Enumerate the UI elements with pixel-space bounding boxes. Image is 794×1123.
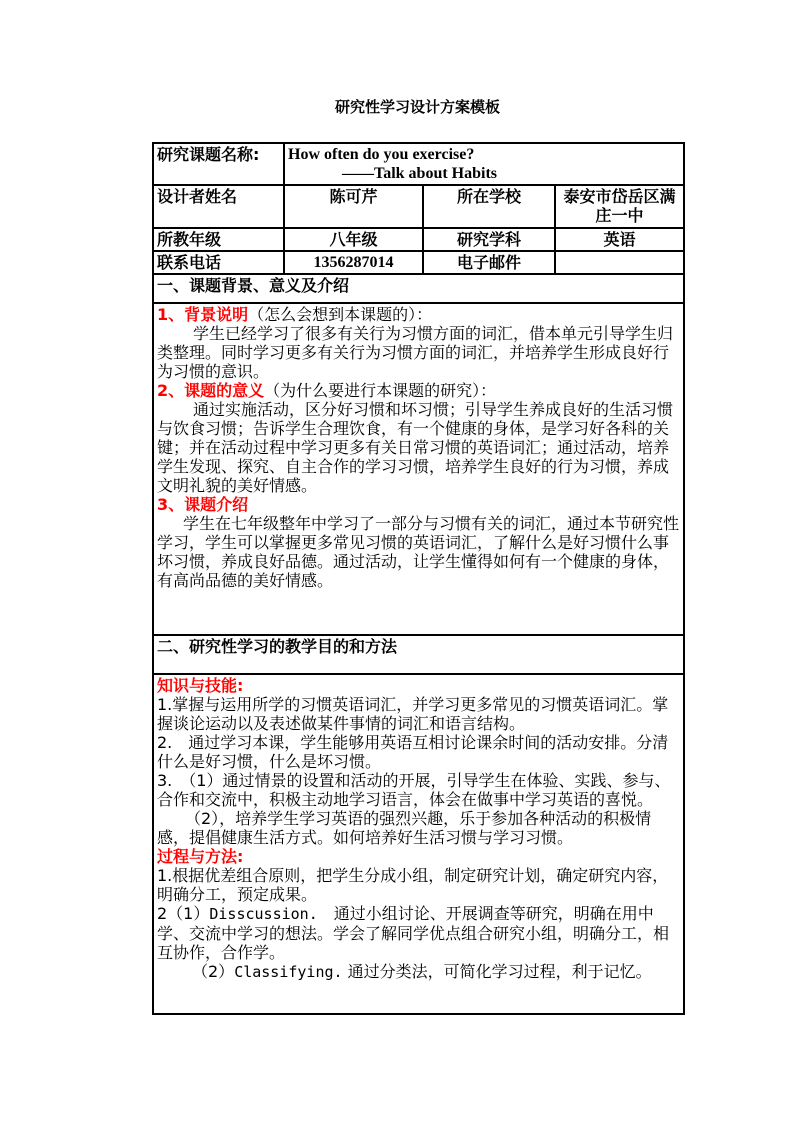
subject-label: 研究学科 bbox=[423, 228, 555, 251]
section-1-content bbox=[153, 303, 684, 635]
process-method-heading-red: 过程与方法: bbox=[157, 847, 244, 866]
phone-label: 联系电话 bbox=[153, 251, 284, 274]
email-label: 电子邮件 bbox=[423, 251, 555, 274]
knowledge-item-4: （2），培养学生学习英语的强烈兴趣，乐于参加各种活动的积极情感，提倡健康生活方式。如何培养好生活习惯与学习习惯。 bbox=[157, 809, 652, 847]
subject-value: 英语 bbox=[555, 228, 684, 251]
designer-label: 设计者姓名 bbox=[153, 185, 284, 228]
background-heading-note: （怎么会想到本课题的）： bbox=[248, 305, 433, 324]
phone-value: 1356287014 bbox=[284, 251, 423, 274]
grade-label: 所教年级 bbox=[153, 228, 284, 251]
table-row bbox=[153, 228, 684, 251]
significance-heading bbox=[157, 381, 680, 400]
topic-label: 研究课题名称: bbox=[153, 143, 284, 185]
section-2-content bbox=[153, 674, 684, 1014]
email-value bbox=[555, 251, 684, 274]
knowledge-skills-heading bbox=[157, 676, 680, 695]
table-row bbox=[153, 635, 684, 674]
table-row bbox=[153, 674, 684, 1014]
background-heading bbox=[157, 305, 680, 324]
table-row bbox=[153, 274, 684, 303]
introduction-paragraph: 学生在七年级整年中学习了一部分与习惯有关的词汇，通过本节研究性学习，学生可以掌握更多常见习惯的英语词汇，了解什么是好习惯什么事坏习惯，养成良好品德。通过活动，让学生懂得如何有一个健康的身体，有高尚品德的美好情感。 bbox=[157, 514, 680, 590]
table-row bbox=[153, 185, 684, 228]
introduction-heading bbox=[157, 495, 680, 514]
table-row bbox=[153, 143, 684, 185]
table-row bbox=[153, 251, 684, 274]
process-item-3-number: （2） bbox=[192, 962, 235, 981]
process-item-3 bbox=[157, 962, 680, 982]
significance-heading-note: （为什么要进行本课题的研究）： bbox=[264, 381, 497, 400]
section-1-heading: 一、课题背景、意义及介绍 bbox=[153, 274, 684, 303]
page-title: 研究性学习设计方案模板 bbox=[334, 98, 500, 116]
process-item-3-text: 通过分类法，可简化学习过程，利于记忆。 bbox=[342, 962, 652, 981]
school-label: 所在学校 bbox=[423, 185, 555, 228]
background-paragraph: 学生已经学习了很多有关行为习惯方面的词汇，借本单元引导学生归类整理。同时学习更多有关行为习惯方面的词汇，并培养学生形成良好行为习惯的意识。 bbox=[157, 324, 674, 381]
topic-title-en: How often do you exercise? bbox=[288, 146, 475, 163]
knowledge-item-1: 1.掌握与运用所学的习惯英语词汇，并学习更多常见的习惯英语词汇。掌握谈论运动以及表述做某件事情的词汇和语言结构。 bbox=[157, 695, 669, 733]
designer-value: 陈可芹 bbox=[284, 185, 423, 228]
process-item-2-text: 通过小组讨论、开展调查等研究，明确在用中学、交流中学习的想法。学会了解同学优点组合研究小组，明确分工，相互协作，合作学。 bbox=[157, 904, 670, 962]
process-item-2 bbox=[157, 904, 680, 962]
topic-subtitle-en: ——Talk about Habits bbox=[342, 165, 498, 182]
introduction-heading-red: 3、课题介绍 bbox=[157, 495, 249, 514]
knowledge-skills-heading-red: 知识与技能: bbox=[157, 676, 244, 695]
significance-paragraph: 通过实施活动，区分好习惯和坏习惯；引导学生养成良好的生活习惯与饮食习惯；告诉学生合理饮食，有一个健康的身体，是学习好各科的关键；并在活动过程中学习更多有关日常习惯的英语词汇；通过活动，培养学生发现、探究、自主合作的学习习惯，培养学生良好的行为习惯，养成文明礼貌的美好情感。 bbox=[157, 400, 674, 495]
process-item-2-number: 2（1） bbox=[157, 904, 210, 923]
document-body bbox=[152, 96, 683, 1015]
grade-value: 八年级 bbox=[284, 228, 423, 251]
process-item-1: 1.根据优差组合原则，把学生分成小组，制定研究计划，确定研究内容，明确分工，预定成果。 bbox=[157, 866, 669, 904]
research-plan-table bbox=[152, 142, 685, 1015]
knowledge-item-2: 2. 通过学习本课，学生能够用英语互相讨论课余时间的活动安排。分清什么是好习惯，什么是坏习惯。 bbox=[157, 733, 669, 771]
process-method-heading bbox=[157, 847, 680, 866]
table-row bbox=[153, 303, 684, 635]
section-2-heading: 二、研究性学习的教学目的和方法 bbox=[153, 635, 684, 674]
topic-value-cell bbox=[284, 143, 684, 185]
significance-heading-red: 2、课题的意义 bbox=[157, 381, 265, 400]
process-item-3-english: Classifying. bbox=[234, 963, 343, 981]
background-heading-red: 1、背景说明 bbox=[157, 305, 249, 324]
knowledge-item-3: 3. （1）通过情景的设置和活动的开展，引导学生在体验、实践、参与、合作和交流中，积极主动地学习语言，体会在做事中学习英语的喜悦。 bbox=[157, 771, 671, 809]
process-item-2-english: Disscussion. bbox=[209, 905, 318, 923]
school-value: 泰安市岱岳区满庄一中 bbox=[555, 185, 684, 228]
